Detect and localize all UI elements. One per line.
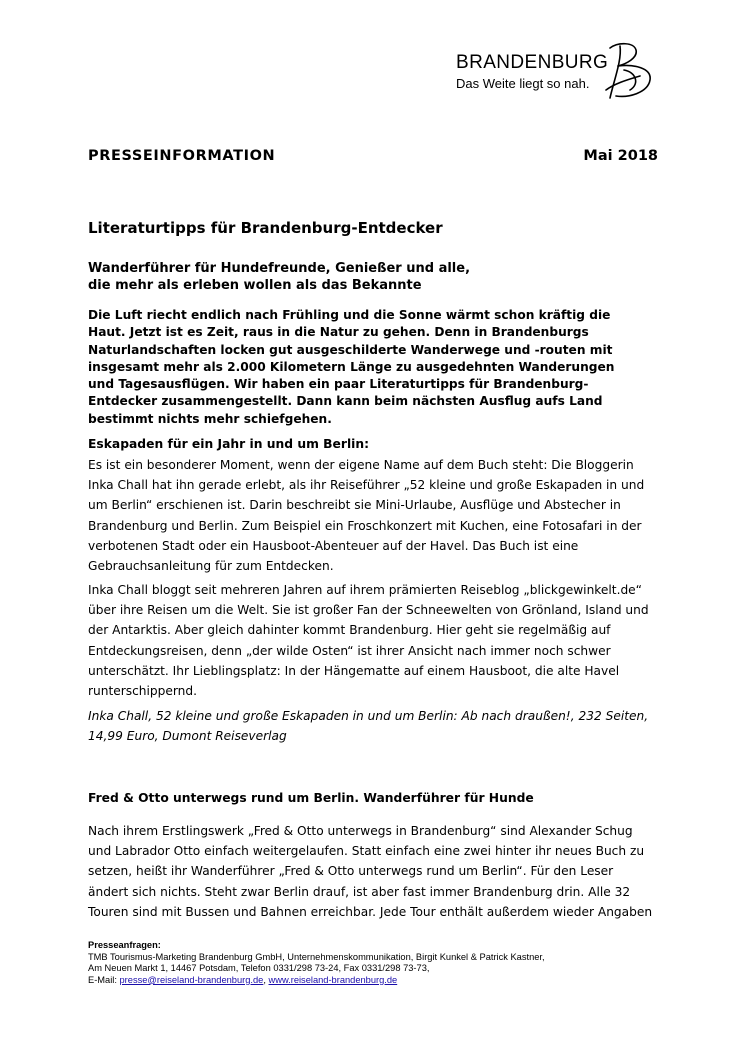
page-title: Literaturtipps für Brandenburg-Entdecker xyxy=(88,219,443,237)
footer-line: TMB Tourismus-Marketing Brandenburg GmbH, Unternehmenskommunikation, Birgit Kunkel & Patrick Kastner, xyxy=(88,951,545,962)
section1-paragraph-1 xyxy=(88,455,660,576)
subtitle xyxy=(88,260,558,294)
body-line: unterschätzt. Ihr Lieblingsplatz: In der Hängematte auf einem Hausboot, die alte Havel xyxy=(88,663,620,678)
lead-line: Die Luft riecht endlich nach Frühling und die Sonne wärmt schon kräftig die xyxy=(88,308,611,322)
book-citation xyxy=(88,706,660,746)
release-date: Mai 2018 xyxy=(583,148,658,164)
body-line: Entdeckungsreisen, denn „der wilde Osten“ ist ihrer Ansicht nach immer noch schwer xyxy=(88,643,611,658)
email-label: E-Mail: xyxy=(88,974,120,985)
lead-line: bestimmt nichts mehr schiefgehen. xyxy=(88,411,332,426)
lead-line: Naturlandschaften locken gut ausgeschilderte Wanderwege und -routen mit xyxy=(88,342,613,357)
body-line: Inka Chall bloggt seit mehreren Jahren auf ihrem prämierten Reiseblog „blickgewinkelt.de“ xyxy=(88,583,642,597)
citation-line: 14,99 Euro, Dumont Reiseverlag xyxy=(88,729,287,744)
body-line: setzen, heißt ihr Wanderführer „Fred & Otto unterwegs rund um Berlin“. Für den Leser xyxy=(88,864,614,879)
footer-line: Am Neuen Markt 1, 14467 Potsdam, Telefon 0331/298 73-24, Fax 0331/298 73-73, xyxy=(88,963,430,974)
body-line: Nach ihrem Erstlingswerk „Fred & Otto unterwegs in Brandenburg“ sind Alexander Schug xyxy=(88,824,633,838)
section1-paragraph-2 xyxy=(88,580,660,701)
section-heading-fred-otto: Fred & Otto unterwegs rund um Berlin. Wanderführer für Hunde xyxy=(88,791,534,805)
subtitle-line: Wanderführer für Hundefreunde, Genießer und alle, xyxy=(88,261,471,276)
email-link[interactable]: presse@reiseland-brandenburg.de xyxy=(119,974,264,985)
press-contact-footer xyxy=(88,940,660,986)
lead-line: Entdecker zusammengestellt. Dann kann beim nächsten Ausflug aufs Land xyxy=(88,394,603,409)
brandenburg-logo xyxy=(456,46,660,102)
lead-paragraph xyxy=(88,307,660,428)
body-line: und Labrador Otto einfach weitergelaufen. Statt einfach eine zwei hinter ihr neues Buch zu xyxy=(88,844,645,859)
body-line: Touren sind mit Bussen und Bahnen erreichbar. Jede Tour enthält außerdem wieder Angaben xyxy=(88,904,653,919)
body-line: verbotenen Stadt oder ein Hausboot-Abenteuer auf der Havel. Das Buch ist eine xyxy=(88,538,579,553)
footer-contact-line xyxy=(88,975,660,987)
section-heading-eskapaden: Eskapaden für ein Jahr in und um Berlin: xyxy=(88,437,370,451)
body-line: runterschippernd. xyxy=(88,684,198,699)
citation-line: Inka Chall, 52 kleine und große Eskapaden in und um Berlin: Ab nach draußen!, 232 Seiten, xyxy=(88,709,649,723)
body-line: Es ist ein besonderer Moment, wenn der eigene Name auf dem Buch steht: Die Bloggerin xyxy=(88,458,634,472)
press-info-label: PRESSEINFORMATION xyxy=(88,148,276,164)
brandenburg-b-logo-icon xyxy=(600,40,658,102)
body-line: ändert sich nichts. Steht zwar Berlin drauf, ist aber fast immer Brandenburg drin. Alle 32 xyxy=(88,884,631,899)
logo-name: BRANDENBURG xyxy=(456,52,609,73)
body-line: der Antarktis. Aber gleich dahinter kommt Brandenburg. Hier geht sie regelmäßig auf xyxy=(88,623,611,638)
body-line: Gebrauchsanleitung für zum Entdecken. xyxy=(88,559,334,574)
lead-line: insgesamt mehr als 2.000 Kilometern Länge zu ausgedehnten Wanderungen xyxy=(88,359,615,374)
lead-line: Haut. Jetzt ist es Zeit, raus in die Natur zu gehen. Denn in Brandenburgs xyxy=(88,325,589,340)
body-line: über ihre Reisen um die Welt. Sie ist großer Fan der Schneewelten von Grönland, Island und xyxy=(88,603,649,618)
website-link[interactable]: www.reiseland-brandenburg.de xyxy=(268,974,398,985)
section2-paragraph-1 xyxy=(88,821,660,922)
body-line: Inka Chall hat ihn gerade erlebt, als ihr Reiseführer „52 kleine und große Eskapaden in und xyxy=(88,478,645,493)
footer-heading: Presseanfragen: xyxy=(88,940,161,950)
body-line: Brandenburg und Berlin. Zum Beispiel ein Froschkonzert mit Kuchen, eine Fotosafari in der xyxy=(88,518,642,533)
link-separator: , xyxy=(263,974,269,985)
logo-tagline: Das Weite liegt so nah. xyxy=(456,76,590,91)
subtitle-line: die mehr als erleben wollen als das Bekannte xyxy=(88,278,422,293)
lead-line: und Tagesausflügen. Wir haben ein paar Literaturtipps für Brandenburg- xyxy=(88,377,589,392)
header-row xyxy=(88,148,660,168)
body-line: um Berlin“ erschienen ist. Darin beschreibt sie Mini-Urlaube, Ausflüge und Abstecher in xyxy=(88,498,621,513)
